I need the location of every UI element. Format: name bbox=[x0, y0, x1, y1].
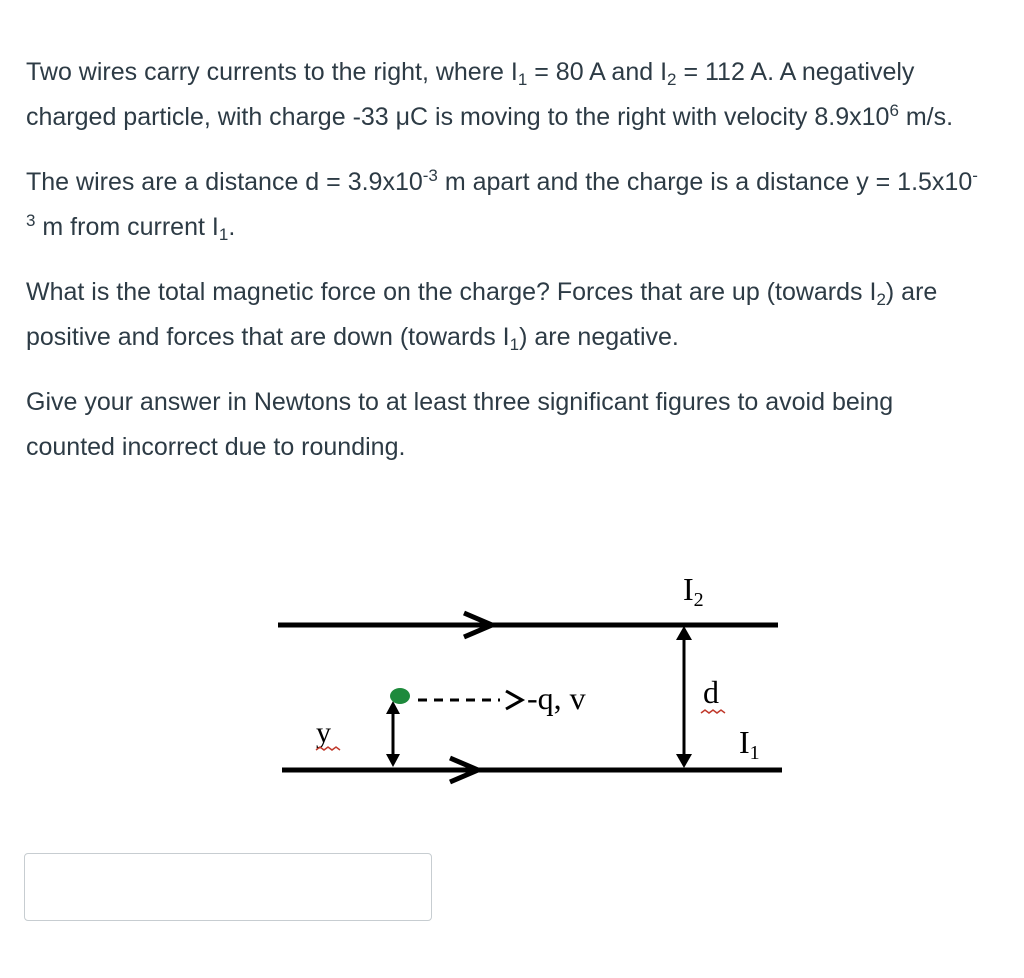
charge-particle bbox=[390, 688, 410, 704]
answer-input[interactable] bbox=[24, 853, 432, 921]
velocity-arrowhead bbox=[506, 691, 522, 709]
question-paragraph-1: Two wires carry currents to the right, where $I_1 = 80$ A and $I_2 = 112$ A. A negatively charged particle, with charge -33 μC is moving to the right with velocity $8.9x10^6$ m/s. bbox=[26, 58, 954, 131]
distance-y-arrow bbox=[386, 701, 400, 767]
question-text bbox=[26, 50, 986, 490]
question-paragraph-2: The wires are a distance $d = 3.9x10^{-3}$ m apart and the charge is a distance $y = 1.5x10^{-3}$ m from current $I_1$. bbox=[26, 166, 978, 244]
question-paragraph-3: What is the total magnetic force on the charge? Forces that are up (towards $I_2$) are positive and forces that are down (towards $I_1$) are negative. bbox=[26, 278, 938, 354]
wire-diagram bbox=[270, 560, 790, 800]
wire-diagram-svg bbox=[270, 560, 790, 800]
charge-label: -q, v bbox=[527, 680, 586, 716]
label-d-underline bbox=[701, 710, 725, 713]
label-y: y bbox=[316, 716, 331, 749]
label-i1: I1 bbox=[739, 724, 760, 764]
question-paragraph-4: Give your answer in Newtons to at least three significant figures to avoid being counted incorrect due to rounding. bbox=[26, 388, 894, 461]
label-i2: I2 bbox=[683, 571, 704, 611]
label-d: d bbox=[703, 674, 719, 710]
distance-d-arrow bbox=[676, 626, 692, 768]
